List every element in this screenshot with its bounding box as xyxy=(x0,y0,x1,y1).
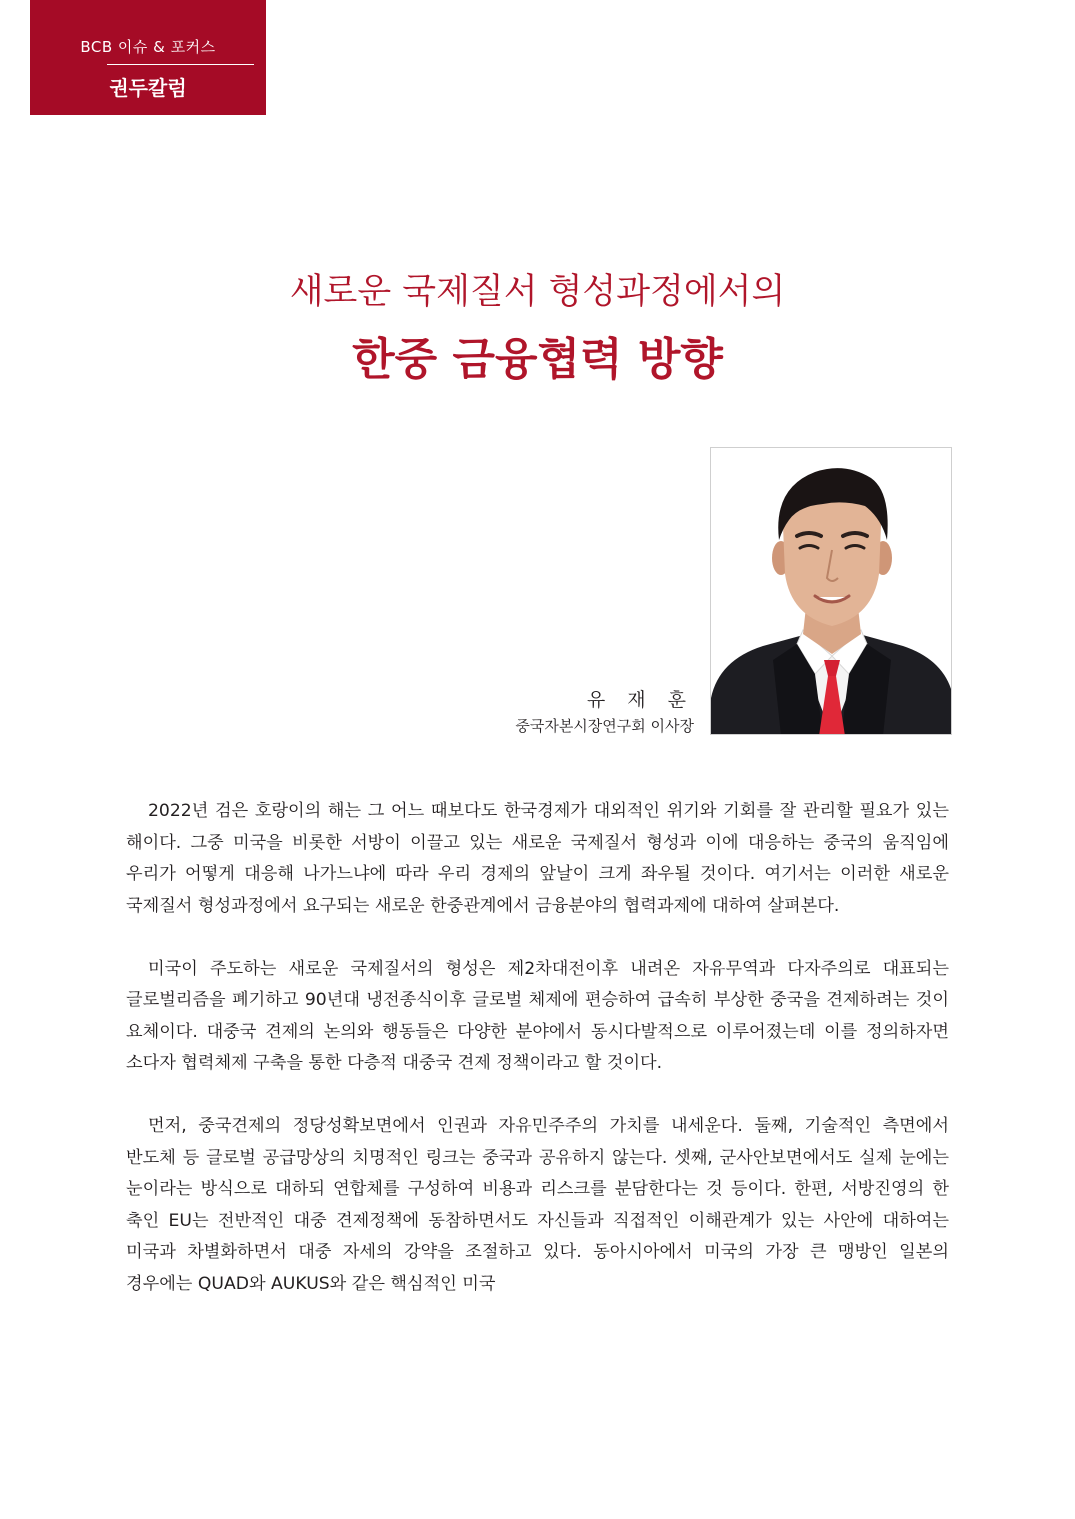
article-body xyxy=(126,796,949,1300)
body-paragraph: 먼저, 중국견제의 정당성확보면에서 인권과 자유민주주의 가치를 내세운다. 둘째, 기술적인 측면에서 반도체 등 글로벌 공급망상의 치명적인 링크는 중국과 공유하지 않는다. 셋째, 군사안보면에서도 실제 눈에는 눈이라는 방식으로 대하되 연합체를 구성하여 비용과 리스크를 분담한다는 것 등이다. 한편, 서방진영의 한 축인 EU는 전반적인 대중 견제정책에 동참하면서도 자신들과 직접적인 이해관계가 있는 사안에 대하여는 미국과 차별화하면서 대중 자세의 강약을 조절하고 있다. 동아시아에서 미국의 가장 큰 맹방인 일본의 경우에는 QUAD와 AUKUS와 같은 핵심적인 미국 xyxy=(126,1116,949,1294)
author-name: 유 재 훈 xyxy=(586,689,694,711)
author-affiliation: 중국자본시장연구회 이사장 xyxy=(515,717,694,735)
body-paragraph: 미국이 주도하는 새로운 국제질서의 형성은 제2차대전이후 내려온 자유무역과 다자주의로 대표되는 글로벌리즘을 폐기하고 90년대 냉전종식이후 글로벌 체제에 편승하여 급속히 부상한 중국을 견제하려는 것이 요체이다. 대중국 견제의 논의와 행동들은 다양한 분야에서 동시다발적으로 이루어졌는데 이를 정의하자면 소다자 협력체제 구축을 통한 다층적 대중국 견제 정책이라고 할 것이다. xyxy=(126,958,949,1073)
section-divider xyxy=(107,64,254,65)
column-label: 권두칼럼 xyxy=(109,76,187,100)
article-title-line1: 새로운 국제질서 형성과정에서의 xyxy=(289,272,786,312)
section-label: BCB 이슈 & 포커스 xyxy=(80,38,216,56)
section-tag xyxy=(30,0,266,115)
body-paragraph: 2022년 검은 호랑이의 해는 그 어느 때보다도 한국경제가 대외적인 위기와 기회를 잘 관리할 필요가 있는 해이다. 그중 미국을 비롯한 서방이 이끌고 있는 새로운 국제질서 형성과 이에 대응하는 중국의 움직임에 우리가 어떻게 대응해 나가느냐에 따라 우리 경제의 앞날이 크게 좌우될 것이다. 여기서는 이러한 새로운 국제질서 형성과정에서 요구되는 새로운 한중관계에서 금융분야의 협력과제에 대하여 살펴본다. xyxy=(126,801,949,916)
article-title-line2: 한중 금융협력 방향 xyxy=(352,334,723,385)
author-photo xyxy=(710,447,952,735)
